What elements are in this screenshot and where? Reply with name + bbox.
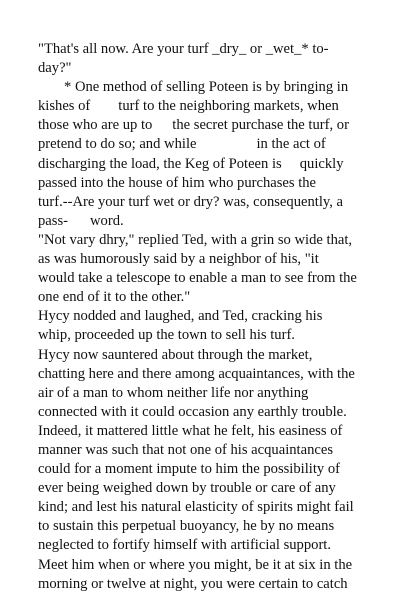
text-fragment: turf to the neighboring markets, when (118, 98, 339, 115)
text-line: air of a man to whom neither life nor anything (38, 384, 309, 401)
text-line: connected with it could occasion any earthly trouble. (38, 403, 347, 420)
text-fragment: those who are up to (38, 117, 153, 134)
text-line: * One method of selling Poteen is by bringing in (64, 79, 349, 96)
text-fragment: word. (90, 212, 124, 229)
paragraph-ted-reply (38, 231, 382, 307)
text-line: "Not vary dhry," replied Ted, with a grin so wide that, (38, 231, 353, 248)
text-line: Hycy nodded and laughed, and Ted, cracking his (38, 308, 323, 325)
text-fragment: kishes of (38, 98, 91, 115)
text-line: chatting here and there among acquaintances, with the (38, 365, 355, 382)
text-line (38, 212, 382, 231)
text-line: would take a telescope to enable a man to see from the (38, 270, 357, 287)
text-line: day?" (38, 60, 72, 77)
text-fragment: discharging the load, the Keg of Poteen is (38, 155, 282, 172)
text-line: could for a moment impute to him the possibility of (38, 461, 340, 478)
paragraph-hycy-nodded (38, 307, 382, 345)
text-line: turf.--Are your turf wet or dry? was, consequently, a (38, 193, 344, 210)
text-fragment: quickly (299, 155, 344, 172)
text-line: kind; and lest his natural elasticity of spirits might fail (38, 499, 354, 516)
text-line: Meet him when or where you might, be it at six in the (38, 556, 353, 573)
text-line (38, 97, 382, 116)
text-line: ever being weighed down by trouble or care of any (38, 480, 336, 497)
footnote-paragraph (38, 78, 382, 231)
text-line (38, 135, 382, 154)
text-line: to sustain this perpetual buoyancy, he by no means (38, 518, 335, 535)
text-fragment: the secret purchase the turf, or (172, 117, 349, 134)
text-line: as was humorously said by a neighbor of his, "it (38, 251, 319, 268)
text-line: manner was such that not one of his acquaintances (38, 441, 334, 458)
paragraph-hycy-sauntered (38, 346, 382, 594)
text-line (38, 116, 382, 135)
book-page (38, 40, 382, 594)
text-line: whip, proceeded up the town to sell his turf. (38, 327, 295, 344)
text-line: passed into the house of him who purchases the (38, 174, 317, 191)
paragraph-dialogue-turf-question (38, 40, 382, 78)
text-fragment: in the act of (256, 136, 326, 153)
text-fragment: pretend to do so; and while (38, 136, 197, 153)
text-line: Indeed, it mattered little what he felt, his easiness of (38, 422, 343, 439)
text-line: morning or twelve at night, you were certain to catch (38, 575, 348, 592)
text-fragment: pass- (38, 212, 68, 229)
text-line: one end of it to the other." (38, 289, 191, 306)
text-line (38, 155, 382, 174)
text-line: neglected to fortify himself with artificial support. (38, 537, 332, 554)
text-line: "That's all now. Are your turf _dry_ or _wet_* to- (38, 41, 329, 57)
text-line: Hycy now sauntered about through the market, (38, 346, 313, 363)
